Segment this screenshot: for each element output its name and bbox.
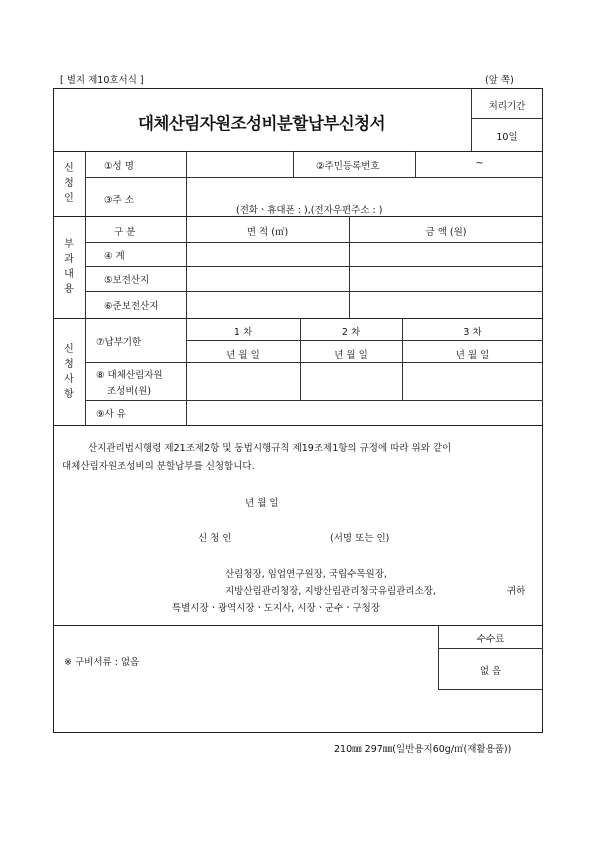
charge-row-label: ④ 계 [104, 251, 125, 262]
installment-2-date[interactable]: 년 월 일 [334, 350, 368, 361]
installment-3-amount[interactable] [404, 364, 541, 398]
page-side-label: (앞 쪽) [485, 75, 514, 86]
fee-header: 수수료 [476, 634, 505, 645]
preserved-area-field[interactable] [188, 268, 347, 288]
paper-spec: 210㎜ 297㎜(일반용지60g/㎡(재활용품)) [334, 744, 512, 755]
divider [293, 151, 294, 177]
total-amount-field[interactable] [351, 244, 541, 264]
divider [85, 151, 86, 425]
area-header: 면 적 (㎡) [246, 227, 289, 238]
fee-label: ⑧ 대체산림자원 [96, 370, 163, 381]
divider [53, 625, 543, 626]
processing-period-value: 10일 [496, 132, 518, 143]
form-number: [ 별지 제10호서식 ] [60, 75, 144, 86]
divider [85, 177, 543, 178]
processing-period-label: 처리기간 [488, 101, 526, 112]
divider [53, 151, 543, 152]
name-field[interactable] [188, 153, 291, 175]
installment-1-amount[interactable] [188, 364, 298, 398]
fee-value: 없 음 [479, 666, 502, 677]
divider [471, 118, 543, 119]
fee-label-cont: 조성비(원) [107, 386, 152, 397]
semi-preserved-amount-field[interactable] [351, 293, 541, 316]
divider [438, 689, 543, 690]
recipients-suffix: 귀하 [507, 586, 526, 597]
statement-text-cont: 대체산림자원조성비의 분할납부를 신청합니다. [62, 461, 255, 472]
divider [85, 266, 543, 267]
divider [53, 425, 543, 426]
installment-header: 3 차 [463, 327, 482, 338]
divider [85, 400, 543, 401]
name-label: ①성 명 [104, 161, 134, 172]
divider [53, 318, 543, 319]
applicant-section-label: 신 청 인 [64, 163, 74, 204]
request-section-label: 신 청 사 항 [64, 343, 74, 400]
divider [186, 151, 187, 425]
installment-1-date[interactable]: 년 월 일 [226, 350, 260, 361]
charge-row-label: ⑤보전산지 [104, 275, 150, 286]
installment-header: 2 차 [341, 327, 361, 338]
applicant-signature-label: 신 청 인 [198, 533, 232, 544]
divider [85, 242, 543, 243]
total-area-field[interactable] [188, 244, 347, 264]
divider [85, 362, 543, 363]
amount-header: 금 액 (원) [425, 227, 467, 238]
reason-field[interactable] [188, 402, 541, 423]
charge-section-label: 부 과 내 용 [64, 239, 74, 295]
charge-row-label: ⑥준보전산지 [104, 301, 159, 312]
category-header: 구 분 [114, 227, 136, 238]
installment-3-date[interactable]: 년 월 일 [455, 350, 490, 361]
recipients-line: 산림청장, 임업연구원장, 국립수목원장, [225, 569, 387, 580]
statement-text: 산지관리법시행령 제21조제2항 및 동법시행규칙 제19조제1항의 규정에 따라 위와 같이 [88, 443, 452, 454]
contact-line: (전화ㆍ휴대폰 : ),(전자우편주소 : ) [236, 205, 383, 216]
application-date[interactable]: 년 월 일 [245, 498, 279, 509]
rrn-field[interactable]: ~ [475, 158, 484, 169]
preserved-amount-field[interactable] [351, 268, 541, 288]
signature-note: (서명 또는 인) [330, 533, 390, 544]
rrn-label: ②주민등록번호 [316, 161, 380, 172]
installment-header: 1 차 [233, 327, 253, 338]
address-label: ③주 소 [104, 195, 134, 206]
divider [53, 216, 543, 217]
divider [186, 340, 543, 341]
deadline-label: ⑦납부기한 [96, 337, 142, 348]
recipients-line: 특별시장ㆍ광역시장ㆍ도지사, 시장ㆍ군수ㆍ구청장 [172, 603, 380, 614]
installment-2-amount[interactable] [302, 364, 400, 398]
divider [85, 291, 543, 292]
divider [438, 648, 543, 649]
address-field[interactable] [188, 179, 541, 197]
reason-label: ⑨사 유 [96, 409, 126, 420]
form-title: 대체산림자원조성비분할납부신청서 [137, 114, 386, 133]
semi-preserved-area-field[interactable] [188, 293, 347, 316]
documents-note: ※ 구비서류 : 없음 [64, 657, 140, 668]
recipients-line: 지방산림관리청장, 지방산림관리청국유림관리소장, [225, 586, 436, 597]
